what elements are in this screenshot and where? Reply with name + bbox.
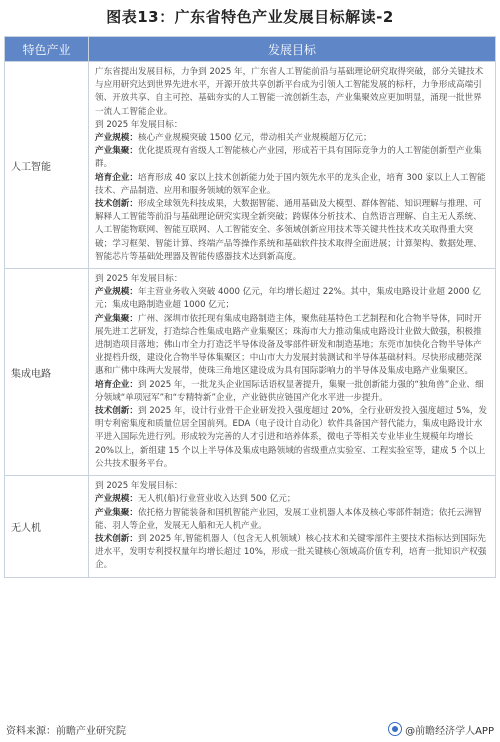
category-drone: 无人机 xyxy=(5,476,89,577)
goal-line: 产业规模：核心产业规模突破 1500 亿元，带动相关产业规模超万亿元； xyxy=(95,133,372,144)
category-ai: 人工智能 xyxy=(5,62,89,269)
brand-logo-icon xyxy=(388,722,402,736)
brand-credit: @前瞻经济学人APP xyxy=(388,722,494,737)
goal-line: 到 2025 年发展目标： xyxy=(95,119,183,130)
goal-line: 广东省提出发展目标，力争到 2025 年，广东省人工智能前沿与基础理论研究取得突破，部分关键技术与应用研究达到世界先进水平，开源开放共享创新平台成为引领人工智能发展的标杆，力争形成高端引领、开放共享、自主可控、基础夯实的人工智能一流创新生态，产业集聚效应更加明显，涌现一批世界一流人工智能企业。 xyxy=(95,67,484,117)
goal-line: 产业集聚：广州、深圳市依托现有集成电路制造主体，聚焦硅基特色工艺制程和化合物半导体，同时开展先进工艺研发，打造综合性集成电路产业集聚区；珠海市大力推动集成电路设计业做大做强，积极推进制造项目落地；佛山市全力打造泛半导体设备及零部件研发和制造基地；东莞市加快化合物半导体产业提档升级，建设化合物半导体集聚区；中山市大力发展封装测试和半导体基础材料。尽快形成穗莞深惠和广佛中珠两大发展带，使珠三角地区建设成为具有国际影响力的半导体及集成电路产业集聚区。 xyxy=(95,313,482,377)
goal-line: 产业规模：无人机(船)行业营业收入达到 500 亿元； xyxy=(95,494,296,505)
header-industry: 特色产业 xyxy=(5,37,89,62)
goal-line: 产业规模：年主营业务收入突破 4000 亿元，年均增长超过 22%。其中，集成电路设计业超 2000 亿元；集成电路制造业超 1000 亿元； xyxy=(95,287,481,311)
goal-line: 到 2025 年发展目标： xyxy=(95,274,183,285)
goal-line: 培育企业：培育形成 40 家以上技术创新能力处于国内领先水平的龙头企业，培育 300 家以上人工智能技术、产品制造、应用和服务领域的领军企业。 xyxy=(95,172,486,196)
table-row xyxy=(5,269,496,476)
goals-table xyxy=(4,36,496,578)
footer xyxy=(0,718,500,742)
goals-ic xyxy=(89,269,496,476)
category-ic: 集成电路 xyxy=(5,269,89,476)
figure-title: 图表13：广东省特色产业发展目标解读-2 xyxy=(106,8,394,26)
goals-drone xyxy=(89,476,496,577)
table-row xyxy=(5,62,496,269)
goals-ai xyxy=(89,62,496,269)
goal-line: 到 2025 年发展目标： xyxy=(95,481,183,492)
goal-line: 技术创新：到 2025 年,智能机器人（包含无人机领域）核心技术和关键零部件主要技术指标达到国际先进水平，发明专利授权量年均增长超过 10%，形成一批关键核心领域高价值专利，培育一批知识产权强企。 xyxy=(95,533,487,571)
goal-line: 培育企业：到 2025 年，一批龙头企业国际话语权显著提升，集聚一批创新能力强的“独角兽”企业、细分领域“单项冠军”和“专精特新”企业，产业链供应链国产化水平进一步提升。 xyxy=(95,379,484,403)
goal-line: 产业集聚：优化提质现有省级人工智能核心产业园，形成若干具有国际竞争力的人工智能创新型产业集群。 xyxy=(95,146,482,170)
table-row xyxy=(5,476,496,577)
header-goals: 发展目标 xyxy=(89,37,496,62)
source-note: 资料来源：前瞻产业研究院 xyxy=(6,726,126,737)
table-header-row xyxy=(5,37,496,62)
goal-line: 产业集聚：依托格力智能装备和国机智能产业园，发展工业机器人本体及核心零部件制造；依托云洲智能、羽人等企业，发展无人船和无人机产业。 xyxy=(95,507,482,531)
goal-line: 技术创新：形成全球领先科技成果，大数据智能、通用基础及大模型、群体智能、知识理解与推理、可解释人工智能等前沿与基础理论研究实现全新突破；跨媒体分析技术、自然语言理解、自主无人系统、人工智能物联网、智能互联网、人工智能安全、多领域创新应用技术等关键共性技术攻关取得重大突破；学习框架、智能计算、终端产品等操作系统和基础软件技术取得全面进展；计算架构、数据处理、智能芯片等基础处理器及智能传感器技术达到新高度。 xyxy=(95,199,482,262)
goal-line: 技术创新：到 2025 年，设计行业骨干企业研发投入强度超过 20%，全行业研发投入强度超过 5%，发明专利密集度和质量位居全国前列。EDA（电子设计自动化）软件具备国产替代能力，集成电路设计水平进入国际先进行列。形成较为完善的人才引进和培养体系，微电子等相关专业毕业生规模年均增长 20%以上，新组建 15 个以上半导体及集成电路领域的省级重点实验室、工程实验室等，建成 5 个以上公共技术服务平台。 xyxy=(95,406,488,469)
